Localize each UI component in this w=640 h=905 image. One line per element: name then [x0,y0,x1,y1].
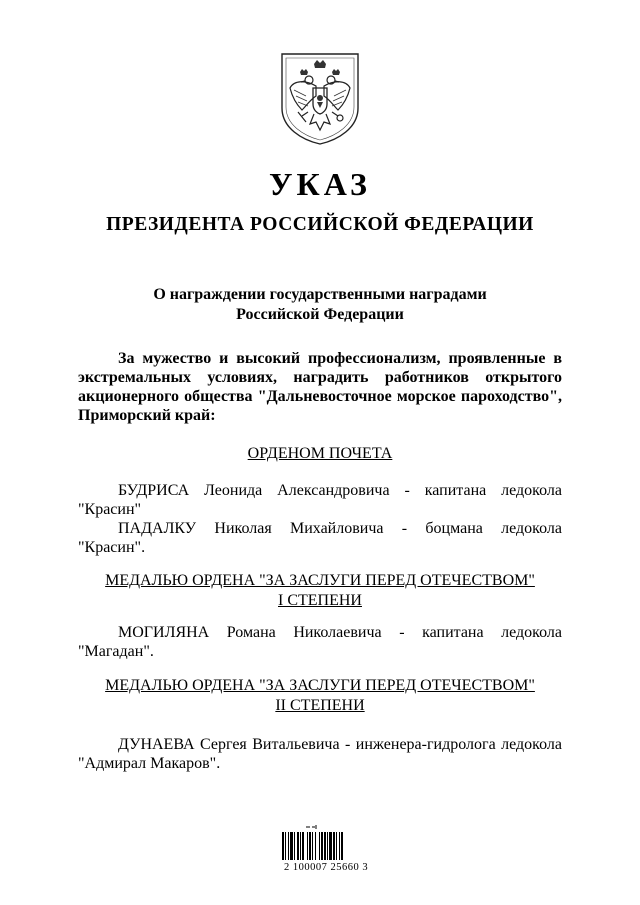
awardee-line-1: МОГИЛЯНА Романа Николаевича - капитана ледокола [118,624,562,641]
preamble-line-1: За мужество и высокий профессионализм, проявленные в [118,350,562,367]
subject-line-1: О награждении государственными наградами [153,286,487,303]
decree-title: УКАЗ [269,166,371,202]
barcode-bar [333,832,335,860]
award-title-line-2: II СТЕПЕНИ [275,697,365,714]
awardee-line-1: ПАДАЛКУ Николая Михайловича - боцмана ледокола [118,520,562,537]
barcode-bar [321,832,323,860]
awardee-line-2: "Красин". [78,539,146,556]
preamble-line-4: Приморский край: [78,407,216,424]
barcode-bar [327,832,328,860]
award-title-line-1: ОРДЕНОМ ПОЧЕТА [247,445,393,462]
barcode-bar [339,832,340,860]
decree-subject [0,285,640,325]
barcode-bar [288,832,289,860]
awardee-entry [78,623,562,661]
awardee-entry [78,735,562,773]
barcode-bar [341,832,343,860]
barcode-bar [315,832,316,860]
barcode-bar [319,832,320,860]
preamble-line-3: акционерного общества "Дальневосточное морское пароходство", [78,388,562,405]
barcode-bar [329,832,332,860]
awardee-line-2: "Адмирал Макаров". [78,755,221,772]
barcode-bar [302,832,304,860]
award-heading [78,571,562,611]
decree-preamble [78,349,562,425]
barcode-bar [324,832,326,860]
decree-subtitle: ПРЕЗИДЕНТА РОССИЙСКОЙ ФЕДЕРАЦИИ [106,214,534,235]
barcode-bar [307,832,308,860]
barcode-bar [285,832,286,860]
award-heading [78,444,562,464]
barcode-bar [297,832,299,860]
awardee-line-2: "Магадан". [78,643,154,660]
awardee-entry [78,481,562,519]
barcode-bar [336,832,337,860]
preamble-line-2: экстремальных условиях, наградить работников открытого [78,369,562,386]
barcode-number: 2 100007 25660 3 [283,862,369,873]
barcode-bars [282,832,343,860]
barcode-bar [312,832,313,860]
barcode-bar [282,832,284,860]
barcode-bar [294,832,295,860]
award-title-line-1: МЕДАЛЬЮ ОРДЕНА "ЗА ЗАСЛУГИ ПЕРЕД ОТЕЧЕСТВОМ" [105,677,535,694]
barcode-bar [300,832,301,860]
barcode-bar [290,832,293,860]
award-title-line-1: МЕДАЛЬЮ ОРДЕНА "ЗА ЗАСЛУГИ ПЕРЕД ОТЕЧЕСТВОМ" [105,572,535,589]
awardee-line-2: "Красин" [78,501,142,518]
barcode-bar [309,832,311,860]
coat-of-arms-emblem-icon [276,50,364,146]
awardee-entry [78,519,562,557]
award-title-line-2: I СТЕПЕНИ [278,592,362,609]
awardee-line-1: БУДРИСА Леонида Александровича - капитана ледокола [118,482,562,499]
awardee-line-1: ДУНАЕВА Сергея Витальевича - инженера-гидролога ледокола [118,736,562,753]
subject-line-2: Российской Федерации [236,306,404,323]
award-heading [78,676,562,716]
